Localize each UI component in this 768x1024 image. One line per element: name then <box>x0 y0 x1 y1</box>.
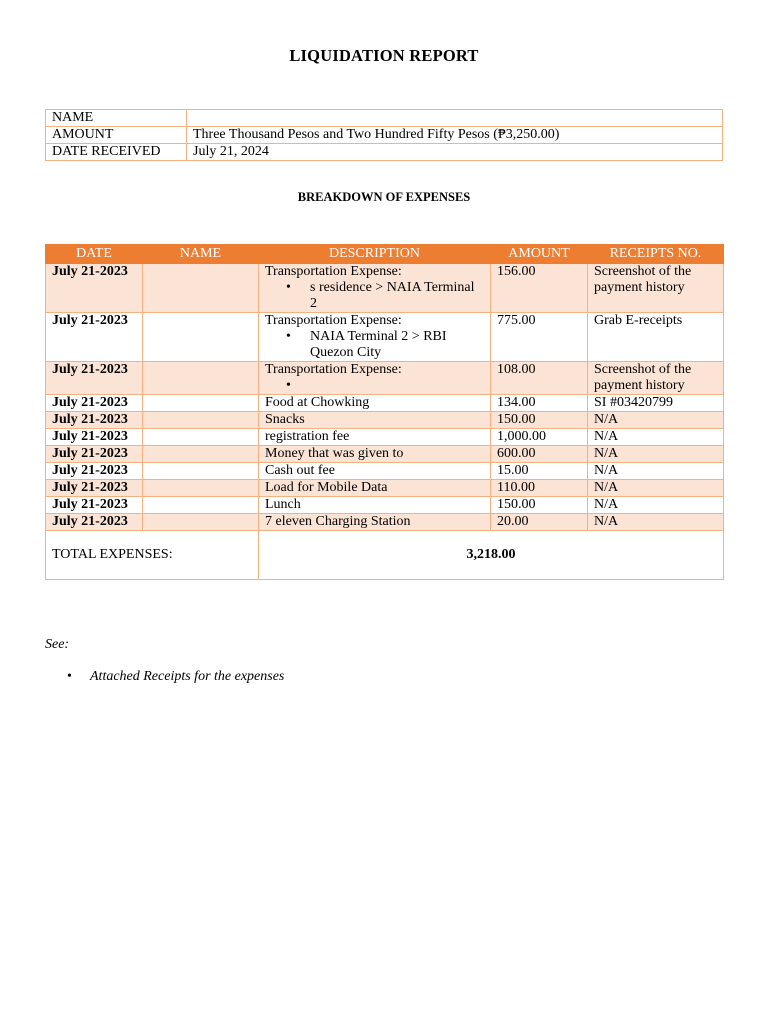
total-label: TOTAL EXPENSES: <box>46 531 259 580</box>
row-amount: 110.00 <box>491 480 588 497</box>
row-amount: 1,000.00 <box>491 429 588 446</box>
amount-label: AMOUNT <box>46 127 187 144</box>
row-receipt: N/A <box>588 514 724 531</box>
name-value <box>187 110 723 127</box>
info-row-date <box>46 144 723 161</box>
table-row <box>46 395 724 412</box>
row-description <box>259 264 491 313</box>
table-row <box>46 264 724 313</box>
row-description <box>259 313 491 362</box>
row-name <box>143 480 259 497</box>
note-item: • Attached Receipts for the expenses <box>45 668 284 685</box>
row-amount: 150.00 <box>491 412 588 429</box>
table-row <box>46 446 724 463</box>
row-description-text: Transportation Expense: <box>265 313 402 328</box>
row-date: July 21-2023 <box>46 362 143 395</box>
row-date: July 21-2023 <box>46 429 143 446</box>
row-receipt: SI #03420799 <box>588 395 724 412</box>
row-description: Load for Mobile Data <box>259 480 491 497</box>
row-receipt: N/A <box>588 446 724 463</box>
row-description: 7 eleven Charging Station <box>259 514 491 531</box>
row-receipt: Screenshot of the payment history <box>588 264 724 313</box>
description-bullets <box>265 329 484 361</box>
row-name <box>143 446 259 463</box>
amount-value: Three Thousand Pesos and Two Hundred Fifty Pesos (₱3,250.00) <box>187 127 723 144</box>
row-name <box>143 514 259 531</box>
column-header-name: NAME <box>143 245 259 264</box>
info-row-name <box>46 110 723 127</box>
row-date: July 21-2023 <box>46 395 143 412</box>
row-name <box>143 395 259 412</box>
row-date: July 21-2023 <box>46 514 143 531</box>
row-receipt: N/A <box>588 412 724 429</box>
info-table <box>45 109 723 161</box>
row-date: July 21-2023 <box>46 480 143 497</box>
row-date: July 21-2023 <box>46 463 143 480</box>
row-date: July 21-2023 <box>46 446 143 463</box>
row-date: July 21-2023 <box>46 313 143 362</box>
name-label: NAME <box>46 110 187 127</box>
row-receipt: N/A <box>588 497 724 514</box>
row-amount: 20.00 <box>491 514 588 531</box>
row-date: July 21-2023 <box>46 497 143 514</box>
expenses-table <box>45 244 724 580</box>
column-header-description: DESCRIPTION <box>259 245 491 264</box>
row-receipt: N/A <box>588 463 724 480</box>
description-bullet: • NAIA Terminal 2 > RBI Quezon City <box>310 329 484 361</box>
row-description-text: Transportation Expense: <box>265 362 402 377</box>
row-description <box>259 362 491 395</box>
info-row-amount <box>46 127 723 144</box>
row-description: Snacks <box>259 412 491 429</box>
column-header-amount: AMOUNT <box>491 245 588 264</box>
row-amount: 134.00 <box>491 395 588 412</box>
row-amount: 150.00 <box>491 497 588 514</box>
row-receipt: N/A <box>588 480 724 497</box>
row-name <box>143 412 259 429</box>
row-name <box>143 264 259 313</box>
row-date: July 21-2023 <box>46 412 143 429</box>
row-amount: 156.00 <box>491 264 588 313</box>
row-name <box>143 313 259 362</box>
row-description-text: Transportation Expense: <box>265 264 402 279</box>
row-description: Lunch <box>259 497 491 514</box>
report-title: LIQUIDATION REPORT <box>289 46 479 65</box>
row-name <box>143 362 259 395</box>
row-description: Cash out fee <box>259 463 491 480</box>
column-header-date: DATE <box>46 245 143 264</box>
expenses-header-row <box>46 245 724 264</box>
table-row <box>46 497 724 514</box>
total-row <box>46 531 724 580</box>
table-row <box>46 514 724 531</box>
row-description: Money that was given to <box>259 446 491 463</box>
row-description: Food at Chowking <box>259 395 491 412</box>
table-row <box>46 313 724 362</box>
date-received-label: DATE RECEIVED <box>46 144 187 161</box>
row-amount: 108.00 <box>491 362 588 395</box>
row-name <box>143 463 259 480</box>
row-date: July 21-2023 <box>46 264 143 313</box>
row-description: registration fee <box>259 429 491 446</box>
row-amount: 15.00 <box>491 463 588 480</box>
table-row <box>46 463 724 480</box>
breakdown-title: BREAKDOWN OF EXPENSES <box>297 190 471 204</box>
row-receipt: N/A <box>588 429 724 446</box>
row-name <box>143 429 259 446</box>
description-bullet: • s residence > NAIA Terminal 2 <box>310 280 484 312</box>
total-value: 3,218.00 <box>259 531 724 580</box>
notes-list <box>45 668 284 685</box>
see-label: See: <box>45 637 70 652</box>
row-amount: 775.00 <box>491 313 588 362</box>
table-row <box>46 362 724 395</box>
date-received-value: July 21, 2024 <box>187 144 723 161</box>
description-bullets <box>265 280 484 312</box>
table-row <box>46 429 724 446</box>
row-name <box>143 497 259 514</box>
table-row <box>46 480 724 497</box>
row-receipt: Grab E-receipts <box>588 313 724 362</box>
table-row <box>46 412 724 429</box>
column-header-receipts: RECEIPTS NO. <box>588 245 724 264</box>
row-amount: 600.00 <box>491 446 588 463</box>
row-receipt: Screenshot of the payment history <box>588 362 724 395</box>
